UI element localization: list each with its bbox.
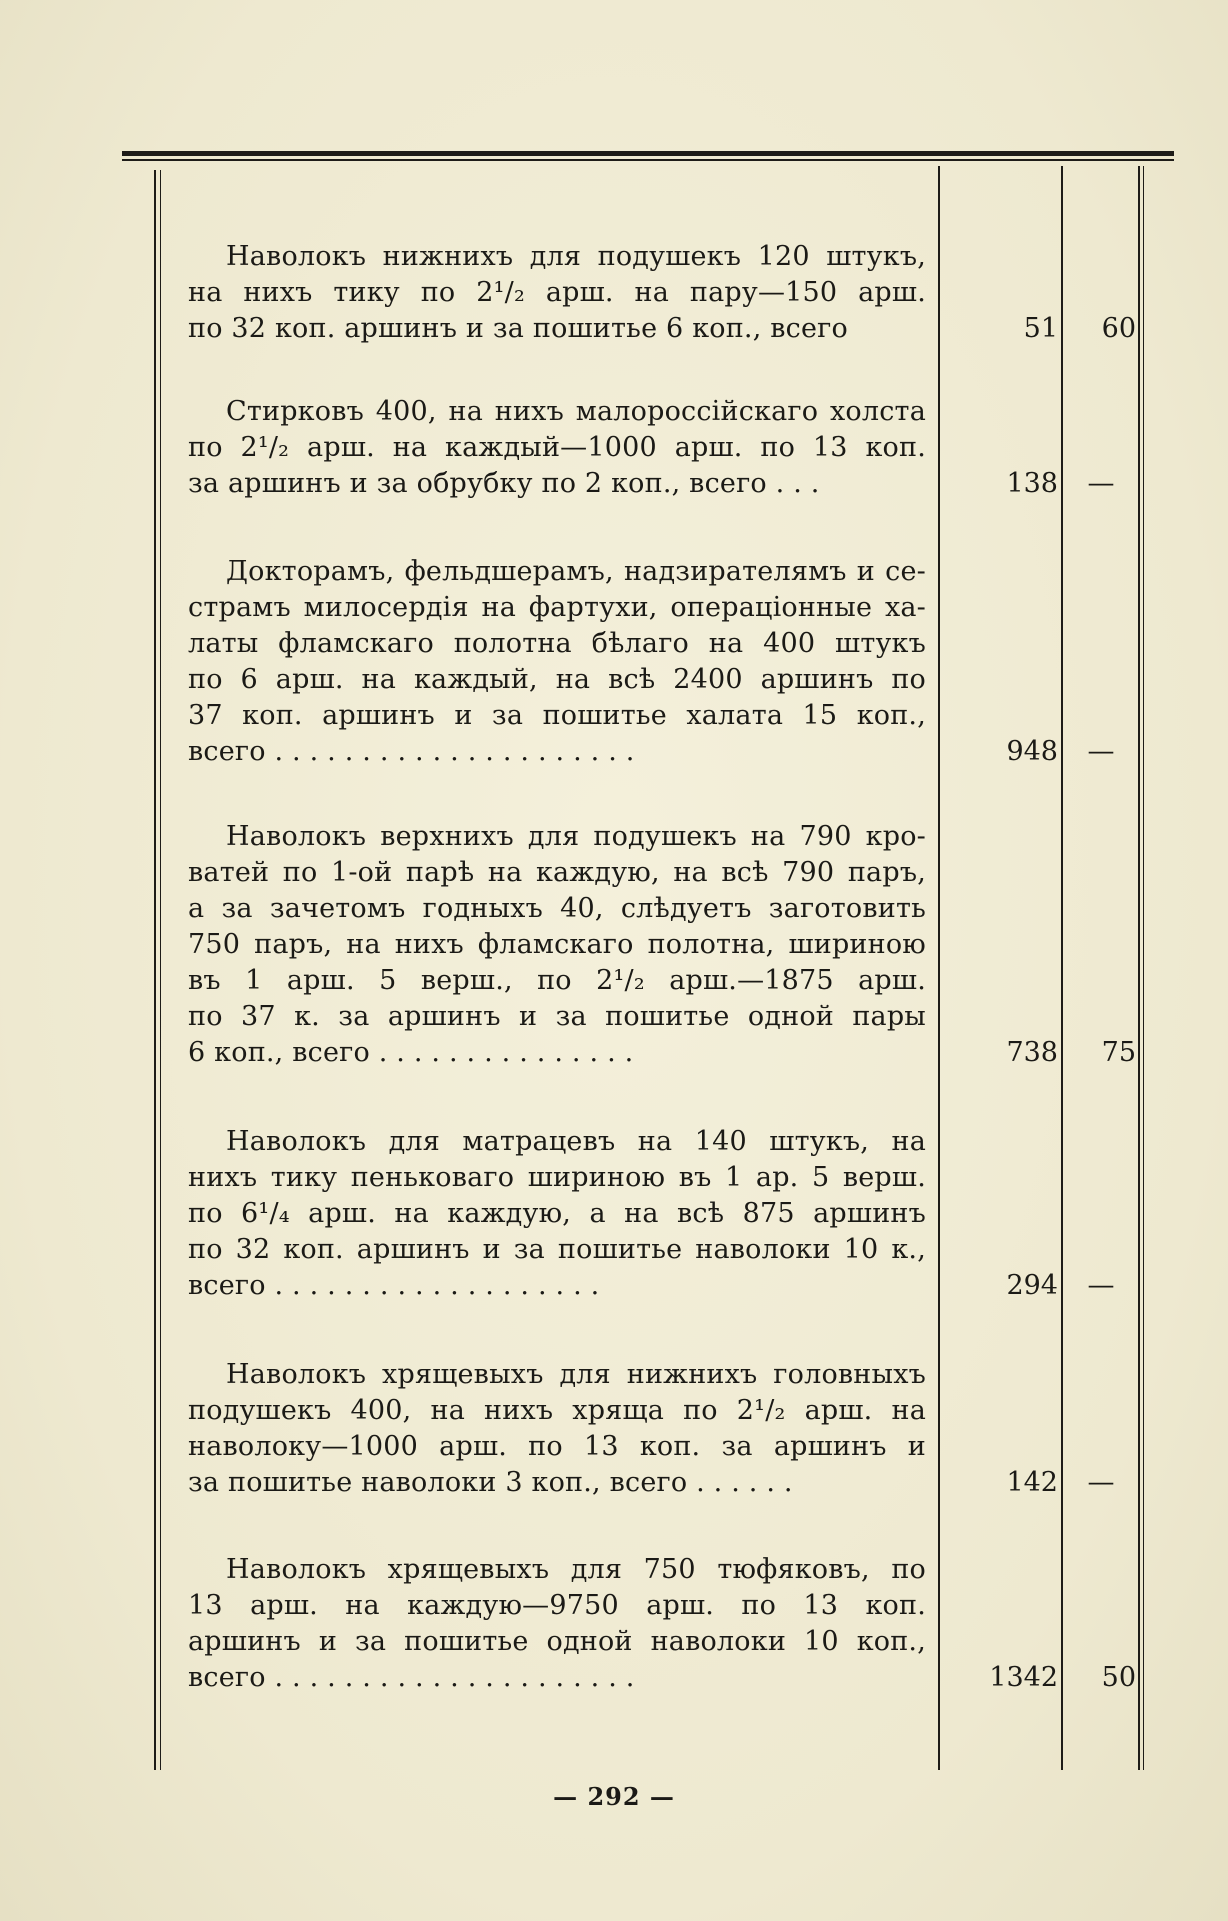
amount-kopecks: 50 <box>1101 1662 1136 1693</box>
entry-line: Стирковъ 400, на нихъ малороссійскаго холста <box>226 396 926 427</box>
entry-line: Наволокъ хрящевыхъ для нижнихъ головныхъ <box>226 1359 926 1390</box>
amount-rubles: 948 <box>1006 736 1058 767</box>
entry-line: въ 1 арш. 5 верш., по 2¹/₂ арш.—1875 арш. <box>188 965 926 996</box>
amount-rubles: 142 <box>1006 1467 1058 1498</box>
amount-kopecks: — <box>1087 1467 1115 1498</box>
table-right-rule <box>1138 166 1140 1770</box>
entry-line: Наволокъ для матрацевъ на 140 штукъ, на <box>226 1126 926 1157</box>
entry-line: Наволокъ хрящевыхъ для 750 тюфяковъ, по <box>226 1554 926 1585</box>
entry-line: всего . . . . . . . . . . . . . . . . . . . . . <box>188 736 635 767</box>
entry-line: всего . . . . . . . . . . . . . . . . . . . . . <box>188 1662 635 1693</box>
entry-line: на нихъ тику по 2¹/₂ арш. на пару—150 арш. <box>188 277 926 308</box>
entry-line: за аршинъ и за обрубку по 2 коп., всего . . . <box>188 468 820 499</box>
rubles-column-rule <box>938 166 940 1770</box>
amount-rubles: 138 <box>1006 468 1058 499</box>
ledger-entry <box>188 554 926 770</box>
amount-rubles: 738 <box>1006 1037 1058 1068</box>
amount-rubles: 1342 <box>989 1662 1058 1693</box>
ledger-entry <box>188 1124 926 1304</box>
entry-line: Наволокъ нижнихъ для подушекъ 120 штукъ, <box>226 241 926 272</box>
entry-line: страмъ милосердія на фартухи, операціонные ха- <box>188 592 926 623</box>
entry-line: аршинъ и за пошитье одной наволоки 10 коп., <box>188 1626 926 1657</box>
entry-line: по 32 коп. аршинъ и за пошитье наволоки 10 к., <box>188 1234 926 1265</box>
entry-line: по 6 арш. на каждый, на всѣ 2400 аршинъ по <box>188 664 926 695</box>
table-left-rule <box>154 170 156 1770</box>
entry-line: Докторамъ, фельдшерамъ, надзирателямъ и се- <box>226 556 926 587</box>
ledger-entry <box>188 1357 926 1501</box>
ledger-entry <box>188 819 926 1071</box>
entry-line: подушекъ 400, на нихъ хряща по 2¹/₂ арш. на <box>188 1395 926 1426</box>
entry-line: 37 коп. аршинъ и за пошитье халата 15 коп., <box>188 700 926 731</box>
entry-line: ватей по 1-ой парѣ на каждую, на всѣ 790 паръ, <box>188 857 926 888</box>
entry-line: по 6¹/₄ арш. на каждую, а на всѣ 875 аршинъ <box>188 1198 926 1229</box>
top-rule-thin <box>122 159 1174 161</box>
amount-kopecks: — <box>1087 1270 1115 1301</box>
entry-line: всего . . . . . . . . . . . . . . . . . . . <box>188 1270 600 1301</box>
amount-kopecks: 75 <box>1101 1037 1136 1068</box>
entry-line: за пошитье наволоки 3 коп., всего . . . . . . <box>188 1467 793 1498</box>
entry-line: по 37 к. за аршинъ и за пошитье одной пары <box>188 1001 926 1032</box>
entry-line: 6 коп., всего . . . . . . . . . . . . . . . <box>188 1037 634 1068</box>
entry-line: Наволокъ верхнихъ для подушекъ на 790 кро- <box>226 821 926 852</box>
ledger-entry <box>188 394 926 502</box>
entry-line: а за зачетомъ годныхъ 40, слѣдуетъ заготовить <box>188 893 926 924</box>
table-left-rule-thin <box>160 170 161 1770</box>
entry-line: нихъ тику пеньковаго шириною въ 1 ар. 5 верш. <box>188 1162 926 1193</box>
ledger-entry <box>188 1552 926 1696</box>
entry-line: латы фламскаго полотна бѣлаго на 400 штукъ <box>188 628 926 659</box>
entry-line: по 2¹/₂ арш. на каждый—1000 арш. по 13 коп. <box>188 432 926 463</box>
page-number: — 292 — <box>553 1782 675 1811</box>
entry-line: наволоку—1000 арш. по 13 коп. за аршинъ и <box>188 1431 926 1462</box>
entry-line: 13 арш. на каждую—9750 арш. по 13 коп. <box>188 1590 926 1621</box>
amount-kopecks: — <box>1087 468 1115 499</box>
ledger-entry <box>188 239 926 347</box>
top-rule <box>122 151 1174 156</box>
amount-kopecks: — <box>1087 736 1115 767</box>
amount-rubles: 294 <box>1006 1270 1058 1301</box>
entry-line: по 32 коп. аршинъ и за пошитье 6 коп., всего <box>188 313 848 344</box>
amount-kopecks: 60 <box>1101 313 1136 344</box>
amount-rubles: 51 <box>1023 313 1058 344</box>
entry-line: 750 паръ, на нихъ фламскаго полотна, шириною <box>188 929 926 960</box>
table-right-rule-thin <box>1143 166 1144 1770</box>
kopecks-column-rule <box>1061 166 1063 1770</box>
